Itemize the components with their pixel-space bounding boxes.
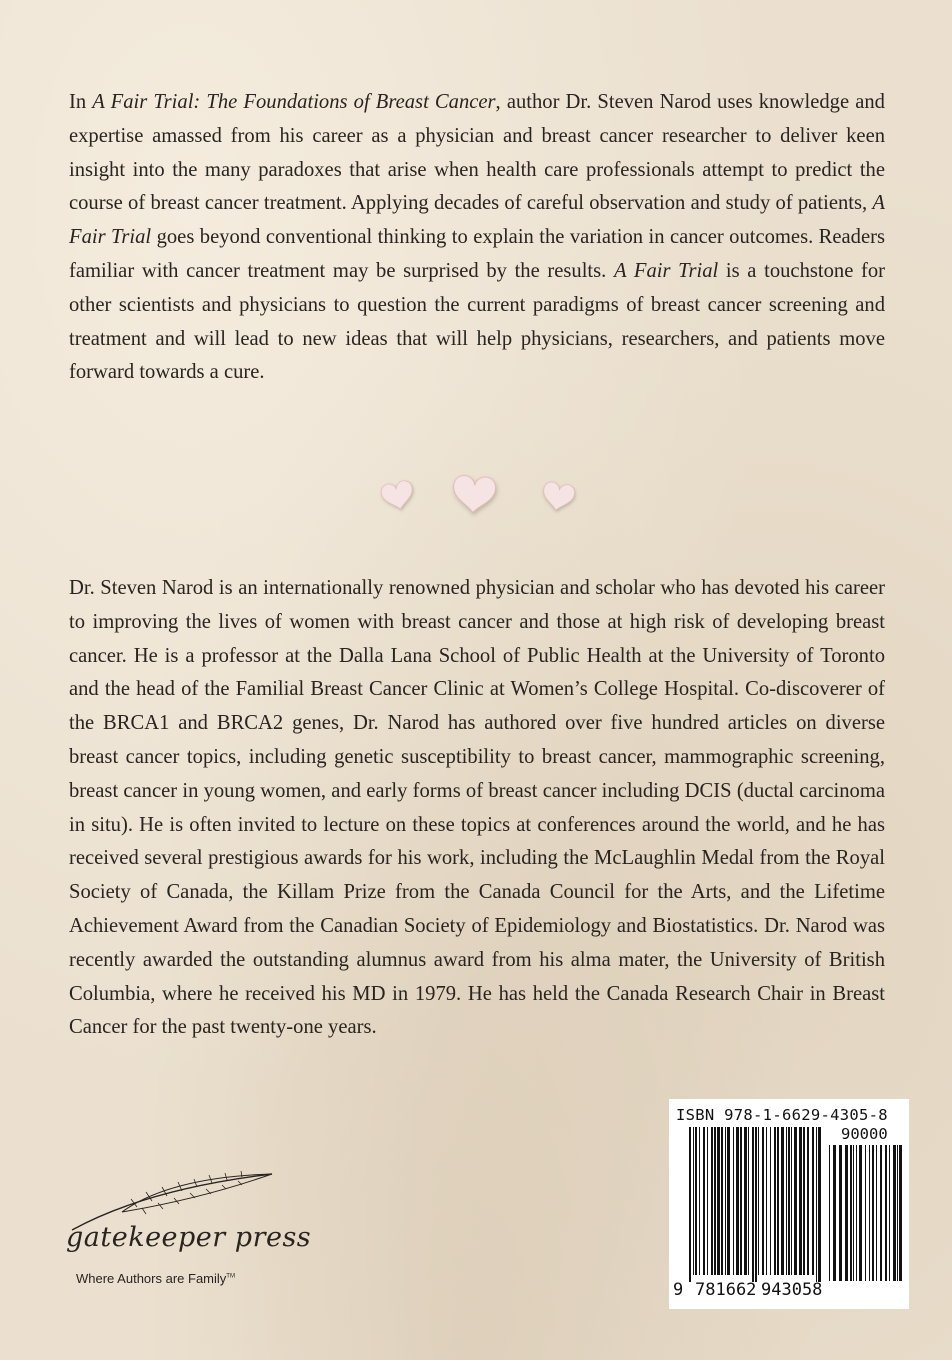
- barcode-bar: [818, 1127, 821, 1282]
- barcode-bar: [865, 1145, 866, 1281]
- barcode-bar: [791, 1127, 792, 1275]
- barcode-bar: [758, 1127, 759, 1275]
- barcode-bar: [799, 1127, 802, 1275]
- barcode-bar: [736, 1127, 739, 1275]
- barcode: [669, 1099, 909, 1309]
- publisher-logo: [62, 1168, 312, 1288]
- barcode-bar: [829, 1145, 830, 1281]
- barcode-bars: [669, 1099, 909, 1299]
- barcode-bar: [748, 1127, 749, 1275]
- heart-icon: [452, 475, 496, 514]
- barcode-bar: [845, 1145, 848, 1281]
- barcode-bar: [711, 1127, 713, 1275]
- barcode-bar: [899, 1145, 902, 1281]
- barcode-bar: [699, 1127, 700, 1275]
- barcode-bar: [766, 1127, 767, 1275]
- trademark: TM: [226, 1273, 235, 1280]
- barcode-bar: [876, 1145, 877, 1281]
- barcode-bar: [733, 1127, 734, 1275]
- book-short-title: A Fair Trial: [69, 192, 885, 249]
- publisher-name: gatekeeper press: [66, 1222, 312, 1253]
- blurb-intro: In: [69, 91, 93, 113]
- price-code: 90000: [841, 1125, 888, 1143]
- barcode-digit-group: 781662: [695, 1280, 757, 1300]
- barcode-bar: [788, 1127, 790, 1275]
- heart-icon: [380, 479, 416, 512]
- barcode-bar: [839, 1145, 842, 1281]
- barcode-digit-group: 943058: [761, 1280, 823, 1300]
- blurb-text: is a touchstone for other scientists and physicians to question the current paradigms of breast cancer screening and treatment and will lead to new ideas that will help physicians, researchers, and patients move forward towards a cure.: [69, 259, 886, 384]
- barcode-bar: [850, 1145, 852, 1281]
- barcode-bar: [794, 1127, 797, 1275]
- barcode-bar: [689, 1127, 691, 1282]
- barcode-bar: [703, 1127, 705, 1275]
- barcode-bar: [693, 1127, 694, 1275]
- barcode-bar: [781, 1127, 784, 1275]
- barcode-bar: [893, 1145, 896, 1281]
- barcode-bar: [872, 1145, 874, 1281]
- barcode-bar: [786, 1127, 787, 1275]
- barcode-bar: [885, 1145, 887, 1281]
- barcode-bar: [807, 1127, 809, 1275]
- barcode-bar: [880, 1145, 882, 1281]
- barcode-bar: [744, 1127, 747, 1275]
- publisher-tagline: [76, 1271, 235, 1286]
- barcode-bar: [727, 1127, 730, 1275]
- book-description: [69, 86, 885, 390]
- barcode-bar: [833, 1145, 836, 1281]
- isbn-label: ISBN 978-1-6629-4305-8: [676, 1106, 888, 1124]
- barcode-bar: [859, 1145, 862, 1281]
- author-bio: Dr. Steven Narod is an internationally renowned physician and scholar who has devoted his career to improving the lives of women with breast cancer and those at high risk of developing breast cancer. He is a professor at the Dalla Lana School of Public Health at the University of Toronto and the head of the Familial Breast Cancer Clinic at Women’s College Hospital. Co-discoverer of the BRCA1 and BRCA2 genes, Dr. Narod has authored over five hundred articles on diverse breast cancer topics, including genetic susceptibility to breast cancer, mammographic screening, breast cancer in young women, and early forms of breast cancer including DCIS (ductal carcinoma in situ). He is often invited to lecture on these topics at conferences around the world, and he has received several prestigious awards for his work, including the McLaughlin Medal from the Royal Society of Canada, the Killam Prize from the Canada Council for the Arts, and the Lifetime Achievement Award from the Canadian Society of Epidemiology and Biostatistics. Dr. Narod was recently awarded the outstanding alumnus award from his alma mater, the University of British Columbia, where he received his MD in 1979. He has held the Canada Research Chair in Breast Cancer for the past twenty-one years.: [69, 577, 885, 1039]
- barcode-bar: [740, 1127, 742, 1275]
- barcode-bar: [717, 1127, 720, 1275]
- barcode-bar: [853, 1145, 854, 1281]
- book-short-title: A Fair Trial: [614, 259, 719, 282]
- book-title: A Fair Trial: The Foundations of Breast Cancer: [92, 91, 496, 113]
- barcode-bar: [707, 1127, 708, 1275]
- barcode-bar: [725, 1127, 726, 1275]
- barcode-bar: [752, 1127, 754, 1282]
- barcode-bar: [762, 1127, 764, 1275]
- barcode-digit-lead: 9: [673, 1280, 684, 1300]
- barcode-bar: [816, 1127, 817, 1282]
- barcode-bar: [856, 1145, 857, 1281]
- heart-icon: [540, 481, 575, 513]
- barcode-bar: [803, 1127, 805, 1275]
- barcode-bar: [897, 1145, 898, 1281]
- barcode-bar: [770, 1127, 771, 1275]
- tagline-text: Where Authors are Family: [76, 1271, 227, 1286]
- barcode-bar: [721, 1127, 723, 1275]
- barcode-bar: [755, 1127, 757, 1282]
- barcode-bar: [714, 1127, 716, 1275]
- barcode-bar: [695, 1127, 697, 1275]
- barcode-bar: [889, 1145, 890, 1281]
- barcode-bar: [777, 1127, 779, 1275]
- blurb-text: goes beyond conventional thinking to explain the variation in cancer outcomes. Readers familiar with cancer treatment may be surprised by the results.: [69, 226, 885, 282]
- blurb-text: , author Dr. Steven Narod uses knowledge and expertise amassed from his career as a physician and breast cancer researcher to deliver keen insight into the many paradoxes that arise when health care professionals attempt to predict the course of breast cancer treatment. Applying decades of careful observation and study of patients,: [69, 91, 885, 215]
- barcode-bar: [774, 1127, 776, 1275]
- barcode-bar: [869, 1145, 870, 1281]
- barcode-bar: [812, 1127, 814, 1275]
